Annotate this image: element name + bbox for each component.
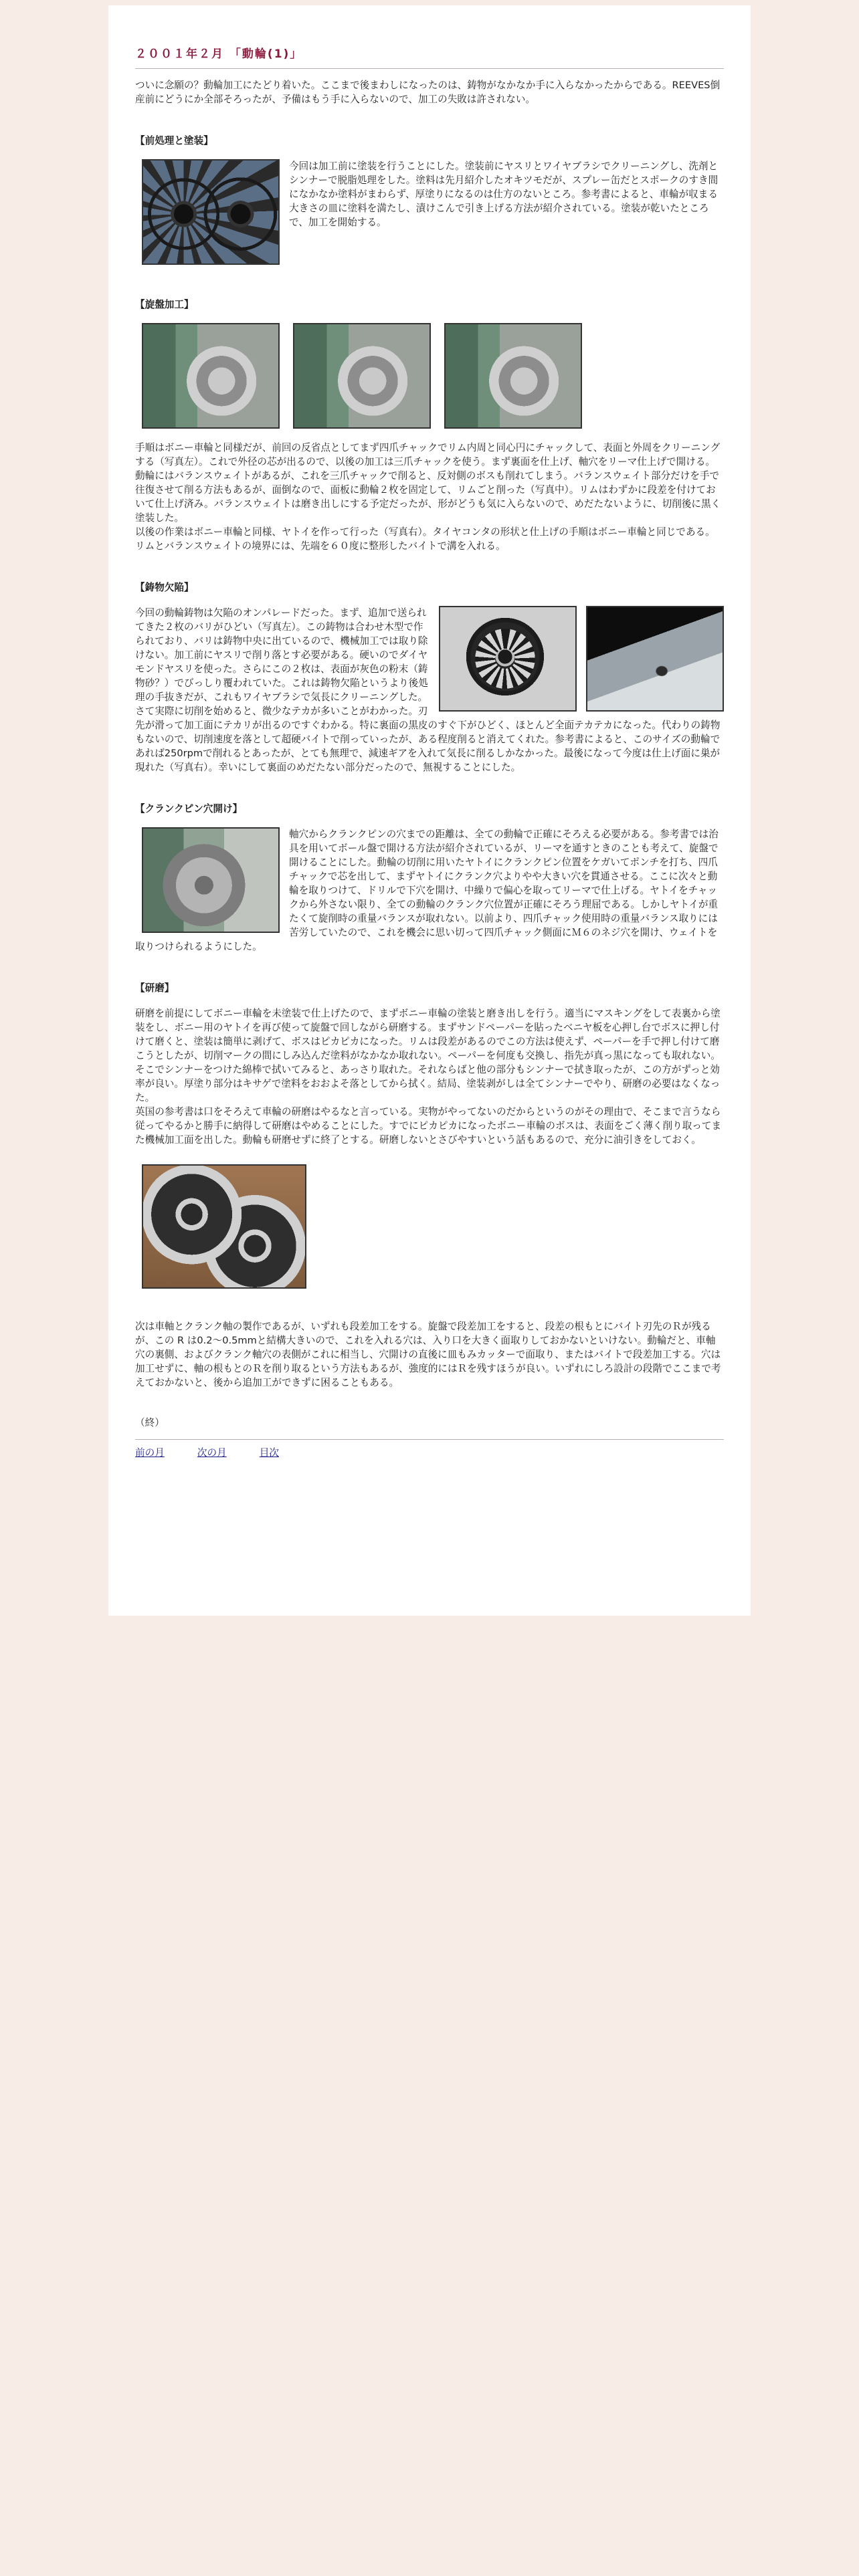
section-heading-crankpin: 【クランクピン穴開け】	[135, 803, 243, 815]
turning-photo-row	[142, 323, 724, 429]
article-page	[108, 5, 751, 1616]
lathe-photo-left	[142, 323, 280, 429]
section-heading-turning: 【旋盤加工】	[135, 299, 194, 310]
prev-month-link[interactable]: 前の月	[135, 1447, 165, 1459]
defect-paragraph: 今回の動輪鋳物は欠陥のオンパレードだった。まず、追加で送られてきた２枚のバリがひどい（写真左）。この鋳物は合わせ木型で作られており、バリは鋳物中央に出ているので、機械加工では取り除けない。加工前にヤスリで削り落とす必要がある。硬いのでダイヤモンドヤスリを使った。さらにこの２枚は、表面が灰色の粉末（鋳物砂？）でびっしり覆われていた。これは鋳物欠陥というより後処理の手抜きだが、これもワイヤブラシで気長にクリーニングした。さて実際に切削を始めると、微少なテカが多いことがわかった。刃先が滑って加工面にテカリが出るのですぐわかる。特に裏面の黒皮のすぐ下がひどく、ほとんど全面テカテカになった。代わりの鋳物もないので、切削速度を落として超硬バイトで削っていったが、ある程度削ると消えてくれた。参考書によると、このサイズの動輪であれば250rpmで削れるとあったが、とても無理で、減速ギアを入れて気長に削るしかなかった。最後になって今度は仕上げ面に巣が現れた（写真右）。幸いにして裏面のめだたない部分だったので、無視することにした。	[135, 607, 721, 773]
crankpin-paragraph: 軸穴からクランクピンの穴までの距離は、全ての動輪で正確にそろえる必要がある。参考書では治具を用いてボール盤で開ける方法が紹介されているが、リーマを通すときのことも考えて、旋盤で開けることにした。動輪の切削に用いたヤトイにクランクピン位置をケガいてポンチを打ち、四爪チャックで芯を出して、まずヤトイにクランク穴よりやや大きい穴を貫通させる。ここに次々と動輪を取りつけて、ドリルで下穴を開け、中繰りで偏心を取ってリーマで仕上げる。ヤトイをチャックから外さない限り、全ての動輪のクランク穴位置が正確にそろう理屈である。しかしヤトイが重たくて旋削時の重量バランスが取れない。以前より、四爪チャック使用時の重量バランス取りには苦労していたので、これを機会に思い切って四爪チャック側面にＭ６のネジ穴を開け、ウェイトを取りつけられるようにした。	[135, 829, 719, 952]
closing-paragraph: 次は車軸とクランク軸の製作であるが、いずれも段差加工をする。旋盤で段差加工をすると、段差の根もとにバイト刃先のＲが残るが、この R は0.2〜0.5mmと結構大きいので、これを入れる穴は、入り口を大きく面取りしておかないといけない。動輪だと、車軸穴の裏側、およびクランク軸穴の表側がこれに相当し、穴開けの直後に皿もみカッターで面取り、またはバイトで段差加工する。穴は加工せずに、軸の根もとのＲを削り取るという方法もあるが、強度的にはＲを残すほうが良い。いずれにしろ設計の段階でここまで考えておかないと、後から追加工ができずに困ることもある。	[135, 1321, 721, 1388]
footer-nav	[135, 1445, 724, 1459]
casting-pit-photo	[586, 606, 724, 712]
index-link[interactable]: 目次	[259, 1447, 279, 1459]
finished-wheels-photo	[142, 1164, 306, 1289]
casting-wheel-photo	[439, 606, 577, 712]
title-divider	[135, 68, 724, 69]
crankpin-jig-photo	[142, 827, 280, 933]
section-heading-polish: 【研磨】	[135, 982, 175, 994]
paint-paragraph: 今回は加工前に塗装を行うことにした。塗装前にヤスリとワイヤブラシでクリーニングし、洗剤とシンナーで脱脂処理をした。塗料は先月紹介したオキツモだが、スプレー缶だとスポークのすき間になかなか塗料がまわらず、厚塗りになるのは仕方のないところ。参考書によると、車輪が収まる大きさの皿に塗料を満たし、漬けこんで引き上げる方法が紹介されている。塗装が乾いたところで、加工を開始する。	[289, 160, 719, 228]
page-title: ２００１年２月 「動輪(1)」	[135, 47, 303, 61]
lathe-photo-right	[444, 323, 582, 429]
section-heading-paint: 【前処理と塗装】	[135, 135, 213, 146]
end-mark: （終）	[135, 1417, 165, 1428]
section-heading-defect: 【鋳物欠陥】	[135, 582, 194, 593]
intro-paragraph: ついに念願の？動輪加工にたどり着いた。ここまで後まわしになったのは、鋳物がなかなか手に入らなかったからである。REEVES倒産前にどうにか全部そろったが、予備はもう手に入らないので、加工の失敗は許されない。	[135, 80, 721, 105]
next-month-link[interactable]: 次の月	[197, 1447, 227, 1459]
footer-divider	[135, 1439, 724, 1440]
turning-paragraph: 手順はボニー車輪と同様だが、前回の反省点としてまず四爪チャックでリム内周と同心円にチャックして、表面と外周をクリーニングする（写真左）。これで外径の芯が出るので、以後の加工は三爪チャックを使う。まず裏面を仕上げ、軸穴をリーマ仕上げで開ける。 動輪にはバランスウェイトがあるが、これを三爪チャックで削ると、反対側のボスも削れてしまう。バランスウェイト部分だけを手で往復させて削る方法もあるが、面倒なので、面板に動輪２枚を固定して、リムごと削った（写真中）。リムはわずかに段差を付けておいて仕上げ済み。バランスウェイトは磨き出しにする予定だったが、形がどうも気に入らないので、めだたないように、切削後に黒く塗装した。 以後の作業はボニー車輪と同様、ヤトイを作って行った（写真右）。タイヤコンタの形状と仕上げの手順はボニー車輪と同じである。リムとバランスウェイトの境界には、先端を６０度に整形したバイトで溝を入れる。	[135, 442, 721, 552]
polish-paragraph: 研磨を前提にしてボニー車輪を未塗装で仕上げたので、まずボニー車輪の塗装と磨き出しを行う。適当にマスキングをして表裏から塗装をし、ボニー用のヤトイを再び使って旋盤で回しながら研磨する。まずサンドペーパーを貼ったベニヤ板を心押し台でボスに押し付けて磨くと、塗装は簡単に剥げて、ボスはピカピカになった。リムは段差があるのでこの方法は使えず、ペーパーを手で押し付けて磨こうとしたが、切削マークの間にしみ込んだ塗料がなかなか取れない。ペーパーを何度も交換し、指先が真っ黒になっても取れない。そこでシンナーをつけた綿棒で拭いてみると、あっさり取れた。それならばと他の部分もシンナーで拭き取ったが、この方がずっと効率が良い。厚塗り部分はキサゲで塗料をおおよそ落としてから拭く。結局、塗装剥がしは全てシンナーでやり、研磨の必要はなくなった。 英国の参考書は口をそろえて車輪の研磨はやるなと言っている。実物がやってないのだからというのがその理由で、そこまで言うなら従ってやるかと勝手に納得して研磨はやめることにした。すでにピカピカになったボニー車輪のボスは、表面をごく薄く削り取ってまた機械加工面を出した。動輪も研磨せずに終了とする。研磨しないとさびやすいという話もあるので、充分に油引きをしておく。	[135, 1008, 722, 1146]
lathe-photo-center	[293, 323, 431, 429]
painted-wheels-photo	[142, 159, 280, 265]
